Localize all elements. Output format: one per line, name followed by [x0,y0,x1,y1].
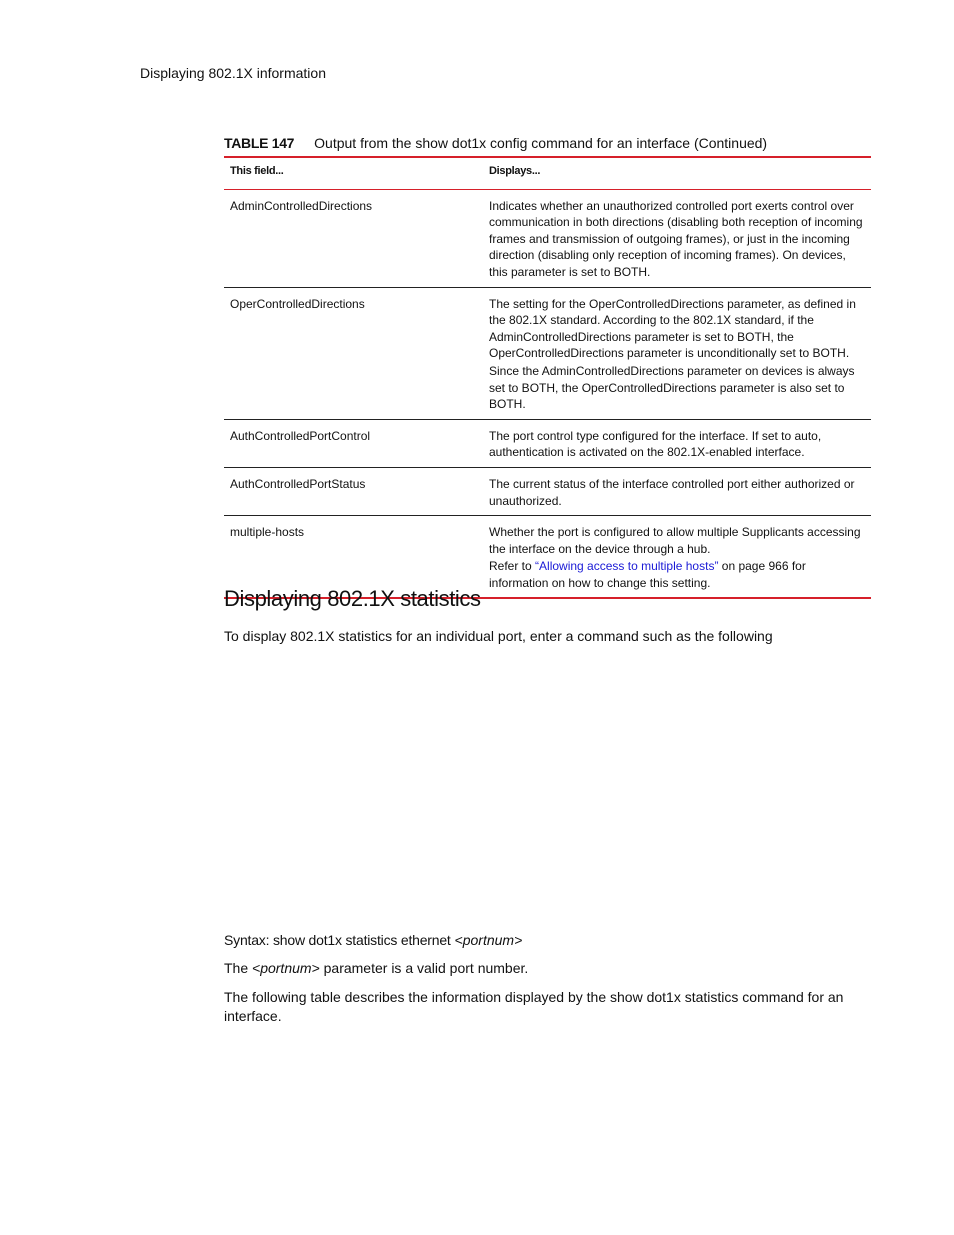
field-description [483,516,871,599]
table-row [224,189,871,287]
follow-suffix: command for an interface. [224,989,844,1024]
param-suffix: parameter is a valid port number. [319,960,529,976]
refer-prefix: Refer to [489,559,536,574]
field-description [483,287,871,419]
param-name: <portnum> [252,960,320,976]
follow-paragraph [224,988,874,1026]
running-header: Displaying 802.1X information [140,65,326,81]
description-paragraph: The setting for the OperControlledDirections parameter, as defined in the 802.1X standard. According to the 802.1X standard, if the AdminControlledDirections parameter is set to BOTH, the OperControlledDirections parameter is unconditionally set to BOTH. [489,296,856,361]
section-heading: Displaying 802.1X statistics [224,586,481,611]
description-paragraph: Since the AdminControlledDirections parameter on devices is always set to BOTH, the OperControlledDirections parameter is also set to BOTH. [489,363,855,412]
column-header-displays: Displays... [483,157,871,189]
syntax-line [224,932,522,948]
field-description [483,189,871,287]
field-name: multiple-hosts [224,516,483,599]
follow-prefix: The following table describes the information displayed by the [224,989,610,1005]
field-description [483,419,871,467]
refer-suffix: on page 966 for information on how to change this setting. [489,559,806,590]
syntax-param: <portnum> [454,932,523,948]
caption-suffix: for an interface (Continued) [592,135,768,151]
syntax-label: Syntax: show dot1x statistics ethernet [224,932,451,948]
table-row [224,467,871,515]
field-name: AdminControlledDirections [224,189,483,287]
table-row [224,287,871,419]
refer-paragraph [489,558,865,591]
column-header-field: This field... [224,157,483,189]
field-name: OperControlledDirections [224,287,483,419]
table-caption [224,135,870,151]
param-prefix: The [224,960,253,976]
description-paragraph: Whether the port is configured to allow multiple Supplicants accessing the interface on the device through a hub. [489,525,861,556]
caption-prefix: Output from the [314,135,416,151]
table-header-row [224,157,871,189]
fields-table [224,156,871,599]
field-name: AuthControlledPortStatus [224,467,483,515]
field-name: AuthControlledPortControl [224,419,483,467]
field-description [483,467,871,515]
param-description [224,960,528,976]
description-paragraph: The current status of the interface controlled port either authorized or unauthorized. [489,476,855,508]
description-paragraph: The port control type configured for the interface. If set to auto, authentication is activated on the 802.1X-enabled interface. [489,428,822,460]
cross-reference-link[interactable]: “Allowing access to multiple hosts” [535,559,719,574]
table-row [224,419,871,467]
table-number: TABLE 147 [224,135,295,151]
intro-paragraph: To display 802.1X statistics for an individual port, enter a command such as the following [224,628,773,644]
caption-command: show dot1x config command [415,135,593,151]
follow-command: show dot1x statistics [610,989,739,1005]
description-paragraph: Indicates whether an unauthorized controlled port exerts control over communication in both directions (disabling both reception of incoming frames and transmission of outgoing frames), or just in the incoming direction (disabling only reception of incoming frames). On devices, this parameter is set to BOTH. [489,198,863,279]
